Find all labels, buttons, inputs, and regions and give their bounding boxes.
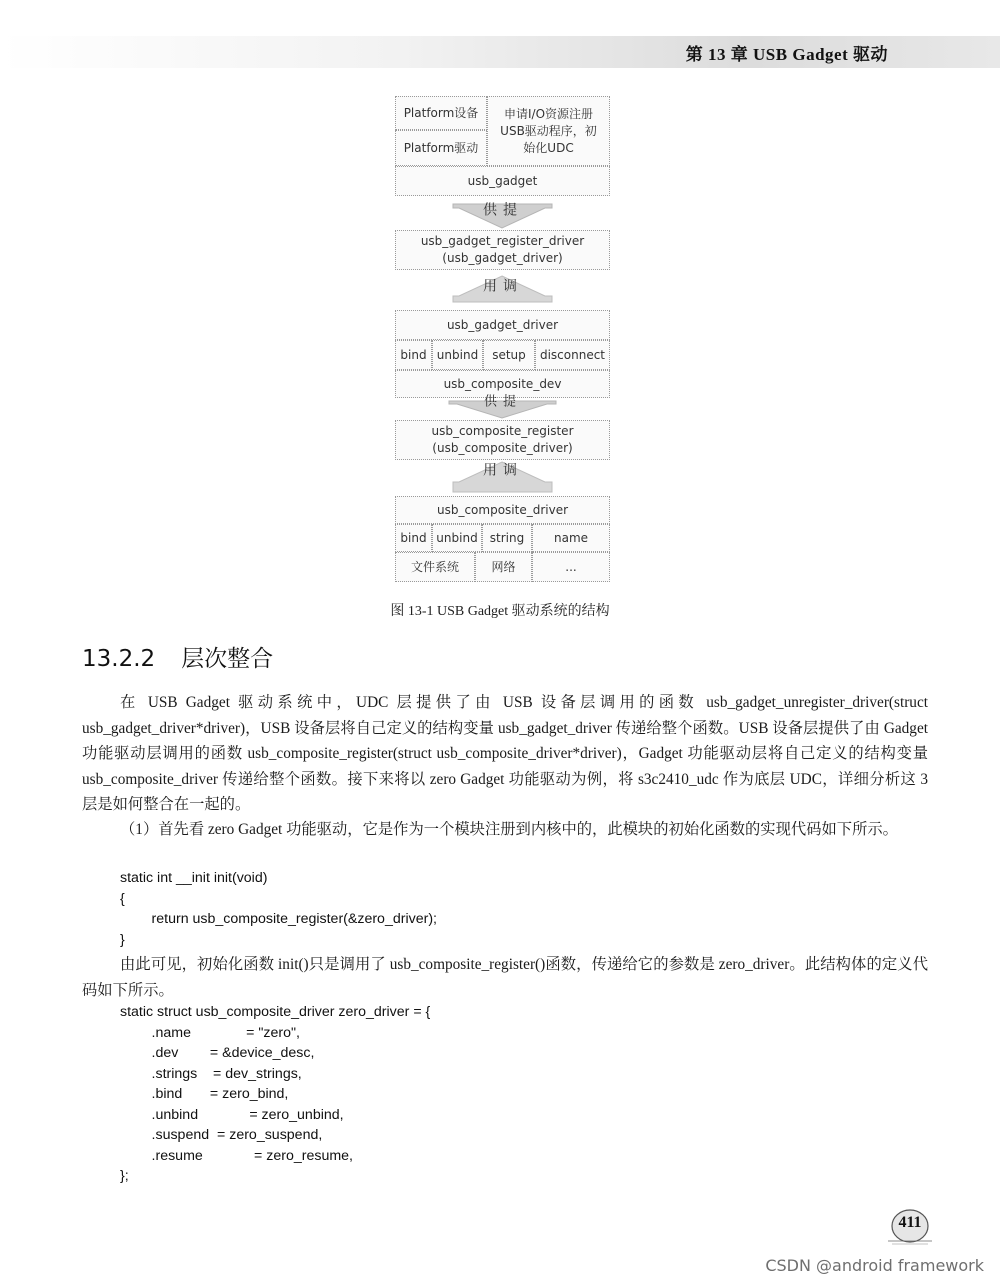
composite-op-name [532, 524, 610, 552]
composite-op-label: string [489, 530, 525, 545]
function-more-box [532, 552, 610, 582]
usb-composite-driver-box [395, 496, 610, 524]
register-driver-line: usb_gadget_register_driver [420, 234, 585, 248]
composite-op-unbind [432, 524, 482, 552]
function-network-box [475, 552, 532, 582]
platform-driver-box [395, 130, 487, 166]
gadget-op-label: disconnect [539, 347, 606, 362]
composite-dev-label: usb_composite_dev [443, 376, 562, 391]
provide-arrow-label: 提供 [481, 394, 515, 409]
composite-op-string [482, 524, 532, 552]
watermark: CSDN @android framework [765, 1256, 984, 1275]
figure-caption: 图 13-1 USB Gadget 驱动系统的结构 [390, 604, 610, 619]
usb-gadget-box [395, 166, 610, 196]
function-label: 文件系统 [410, 559, 459, 574]
platform-desc-line: USB驱动程序，初 [500, 123, 597, 138]
composite-op-label: unbind [436, 530, 478, 545]
code-block-zero-driver: static struct usb_composite_driver zero_driver = { .name = "zero", .dev = &device_desc, .strings = dev_strings, .bind = zero_bind, .unbind = zero_unbind, .suspend = zero_suspend, .resume = zero_resume, }; [120, 1004, 431, 1184]
section-heading [82, 640, 273, 673]
register-driver-line: (usb_gadget_driver) [442, 251, 563, 265]
gadget-op-unbind [432, 340, 483, 370]
composite-register-line: (usb_composite_driver) [432, 441, 573, 455]
composite-register-box [395, 420, 610, 460]
paragraph-explanation: 由此可见，初始化函数 init()只是调用了 usb_composite_register()函数，传递给它的参数是 zero_driver。此结构体的定义代码如下所示。 [82, 956, 928, 999]
platform-desc-box [487, 96, 610, 166]
usb-gadget-driver-box [395, 310, 610, 340]
function-filesystem-box [395, 552, 475, 582]
composite-op-label: name [553, 530, 589, 545]
function-label: 网络 [491, 559, 516, 574]
composite-driver-label: usb_composite_driver [436, 502, 569, 517]
gadget-op-label: bind [400, 347, 427, 362]
call-arrow-label: 调用 [481, 462, 517, 478]
platform-desc-line: 申请I/O资源注册 [503, 106, 594, 121]
section-number: 13.2.2 [82, 646, 156, 672]
chapter-header: 第 13 章 USB Gadget 驱动 [685, 45, 888, 64]
page-number: 411 [898, 1214, 922, 1231]
paragraph-step1: （1）首先看 zero Gadget 功能驱动，它是作为一个模块注册到内核中的，此模块的初始化函数的实现代码如下所示。 [120, 821, 898, 838]
gadget-register-driver-box [395, 230, 610, 270]
platform-driver-label: Platform驱动 [403, 140, 479, 155]
gadget-driver-label: usb_gadget_driver [446, 317, 559, 332]
gadget-op-setup [483, 340, 535, 370]
composite-op-bind [395, 524, 432, 552]
platform-device-box [395, 96, 487, 130]
provide-arrow-label: 提供 [481, 202, 517, 218]
function-label: ... [565, 559, 577, 574]
gadget-op-label: unbind [436, 347, 479, 362]
gadget-op-bind [395, 340, 432, 370]
composite-op-label: bind [400, 530, 427, 545]
platform-device-label: Platform设备 [403, 105, 479, 120]
gadget-op-disconnect [535, 340, 610, 370]
code-block-init: static int __init init(void) { return usb_composite_register(&zero_driver); } [120, 870, 437, 948]
usb-gadget-label: usb_gadget [467, 173, 538, 188]
gadget-op-label: setup [492, 347, 526, 362]
section-title: 层次整合 [181, 646, 274, 672]
paragraph-intro: 在 USB Gadget 驱动系统中，UDC 层提供了由 USB 设备层调用的函数 usb_gadget_unregister_driver(struct usb_gadget_driver*driver)，USB 设备层将自己定义的结构变量 usb_gadget_driver 传递给整个函数。USB 设备层提供了由 Gadget 功能驱动层调用的函数 usb_composite_register(struct usb_composite_driver*driver)，Gadget 功能驱动层将自己定义的结构变量 usb_composite_driver 传递给整个函数。接下来将以 zero Gadget 功能驱动为例，将 s3c2410_udc 作为底层 UDC，详细分析这 3 层是如何整合在一起的。 [82, 694, 928, 813]
call-arrow-label: 调用 [481, 278, 517, 294]
platform-desc-line: 始化UDC [523, 140, 574, 155]
composite-register-line: usb_composite_register [431, 424, 574, 438]
